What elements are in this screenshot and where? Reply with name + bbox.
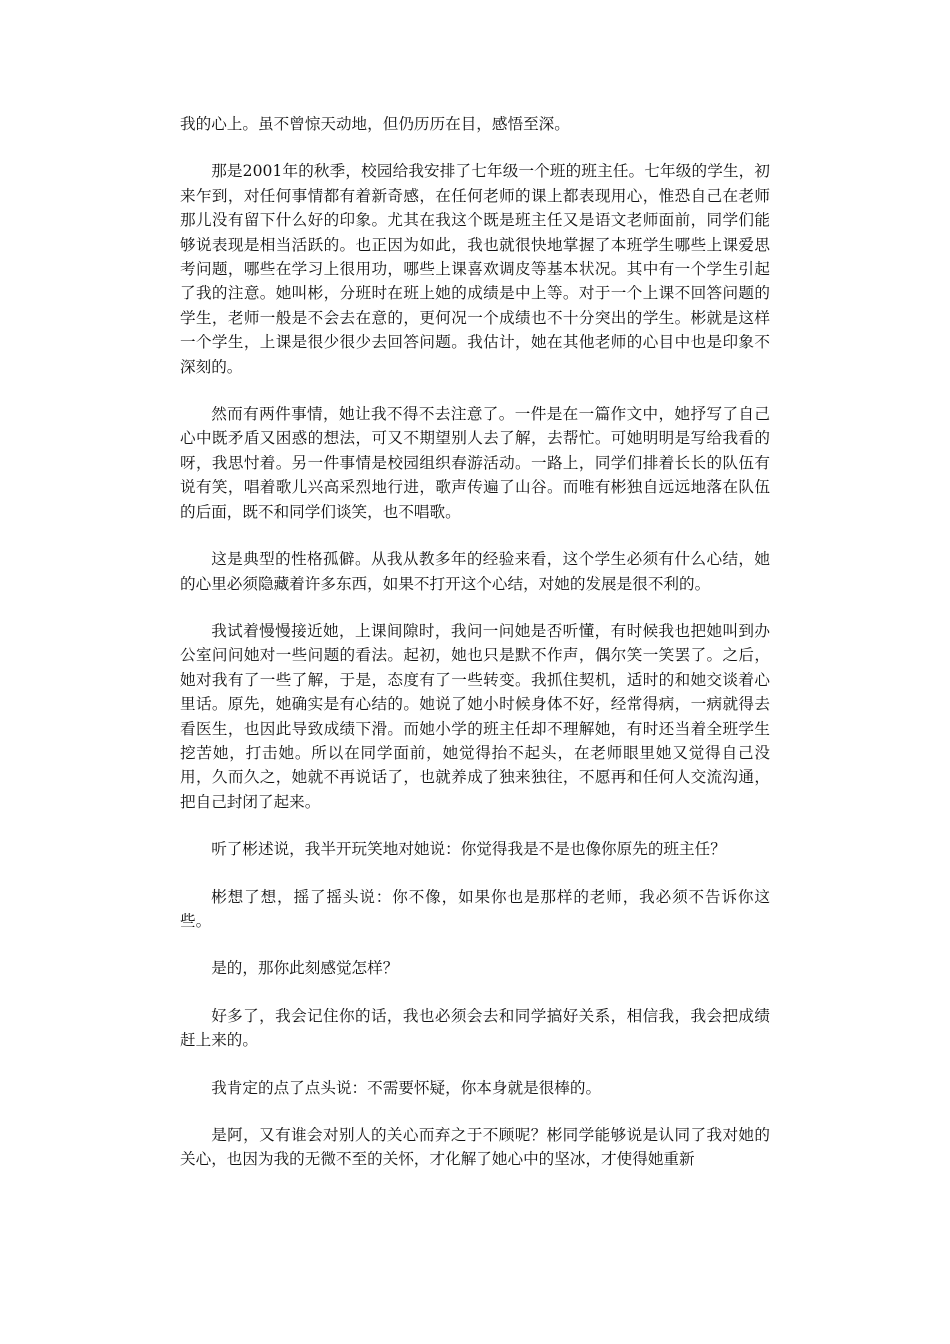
paragraph-7: 彬想了想，摇了摇头说：你不像，如果你也是那样的老师，我必须不告诉你这些。	[180, 887, 770, 930]
document-body	[180, 112, 770, 1195]
paragraph-2: 那是2001年的秋季，校园给我安排了七年级一个班的班主任。七年级的学生，初来乍到，对任何事情都有着新奇感，在任何老师的课上都表现用心，惟恐自己在老师那儿没有留下什么好的印象。尤其在我这个既是班主任又是语文老师面前，同学们能够说表现是相当活跃的。也正因为如此，我也就很快地掌握了本班学生哪些上课爱思考问题，哪些在学习上很用功，哪些上课喜欢调皮等基本状况。其中有一个学生引起了我的注意。她叫彬，分班时在班上她的成绩是中上等。对于一个上课不回答问题的学生，老师一般是不会去在意的，更何况一个成绩也不十分突出的学生。彬就是这样一个学生，上课是很少很少去回答问题。我估计，她在其他老师的心目中也是印象不深刻的。	[180, 162, 770, 376]
paragraph-8: 是的，那你此刻感觉怎样？	[211, 959, 399, 978]
paragraph-4: 这是典型的性格孤僻。从我从教多年的经验来看，这个学生必须有什么心结，她的心里必须隐藏着许多东西，如果不打开这个心结，对她的发展是很不利的。	[180, 550, 770, 593]
paragraph-6: 听了彬述说，我半开玩笑地对她说：你觉得我是不是也像你原先的班主任？	[211, 840, 726, 859]
paragraph-10: 我肯定的点了点头说：不需要怀疑，你本身就是很棒的。	[211, 1078, 602, 1097]
paragraph-3: 然而有两件事情，她让我不得不去注意了。一件是在一篇作文中，她抒写了自己心中既矛盾又困惑的想法，可又不期望别人去了解，去帮忙。可她明明是写给我看的呀，我思忖着。另一件事情是校园组织春游活动。一路上，同学们排着长长的队伍有说有笑，唱着歌儿兴高采烈地行进，歌声传遍了山谷。而唯有彬独自远远地落在队伍的后面，既不和同学们谈笑，也不唱歌。	[180, 405, 770, 521]
paragraph-9: 好多了，我会记住你的话，我也必须会去和同学搞好关系，相信我，我会把成绩赶上来的。	[180, 1006, 770, 1050]
paragraph-5: 我试着慢慢接近她，上课间隙时，我问一问她是否听懂，有时候我也把她叫到办公室问问她对一些问题的看法。起初，她也只是默不作声，偶尔笑一笑罢了。之后，她对我有了一些了解，于是，态度有了一些转变。我抓住契机，适时的和她交谈着心里话。原先，她确实是有心结的。她说了她小时候身体不好，经常得病，一病就得去看医生，也因此导致成绩下滑。而她小学的班主任却不理解她，有时还当着全班学生挖苦她，打击她。所以在同学面前，她觉得抬不起头，在老师眼里她又觉得自己没用，久而久之，她就不再说话了，也就养成了独来独往，不愿再和任何人交流沟通，把自己封闭了起来。	[180, 621, 770, 811]
paragraph-11: 是阿，又有谁会对别人的关心而弃之于不顾呢？彬同学能够说是认同了我对她的关心，也因为我的无微不至的关怀，才化解了她心中的坚冰，才使得她重新	[180, 1126, 770, 1169]
paragraph-1: 我的心上。虽不曾惊天动地，但仍历历在目，感悟至深。	[180, 115, 570, 133]
